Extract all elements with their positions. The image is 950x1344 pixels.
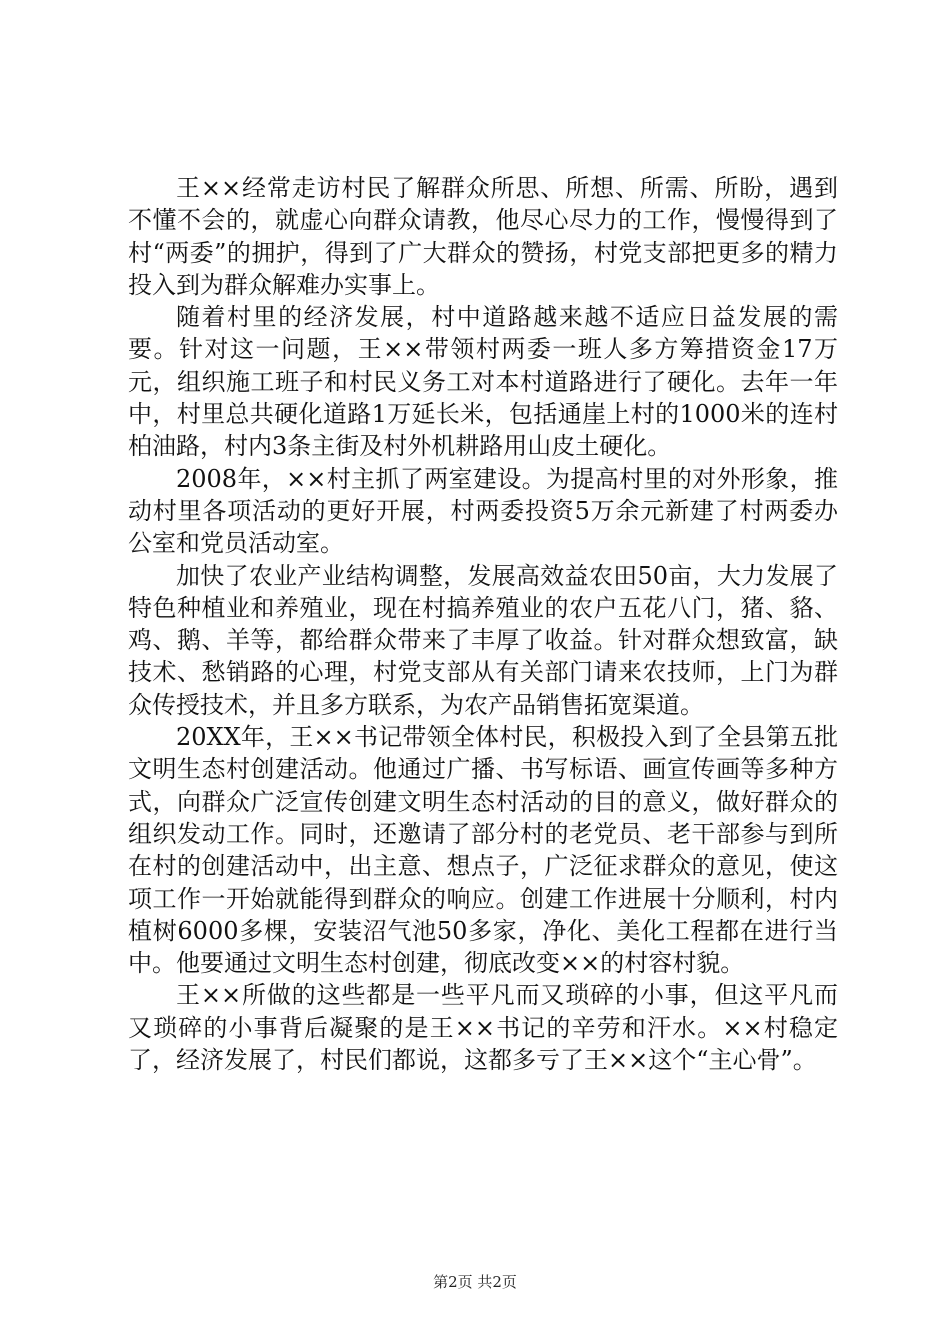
paragraph-2: 随着村里的经济发展，村中道路越来越不适应日益发展的需要。针对这一问题，王××带领村两委一班人多方筹措资金17万元，组织施工班子和村民义务工对本村道路进行了硬化。去年一年中，村里总共硬化道路1万延长米，包括通崖上村的1000米的连村柏油路，村内3条主街及村外机耕路用山皮土硬化。	[128, 303, 838, 461]
paragraph-4: 加快了农业产业结构调整，发展高效益农田50亩，大力发展了特色种植业和养殖业，现在村搞养殖业的农户五花八门，猪、貉、鸡、鹅、羊等，都给群众带来了丰厚了收益。针对群众想致富，缺技术、愁销路的心理，村党支部从有关部门请来农技师，上门为群众传授技术，并且多方联系，为农产品销售拓宽渠道。	[128, 561, 838, 719]
paragraph-1: 王××经常走访村民了解群众所思、所想、所需、所盼，遇到不懂不会的，就虚心向群众请教，他尽心尽力的工作，慢慢得到了村“两委”的拥护，得到了广大群众的赞扬，村党支部把更多的精力投入到为群众解难办实事上。	[128, 174, 838, 299]
paragraph-5: 20XX年，王××书记带领全体村民，积极投入到了全县第五批文明生态村创建活动。他通过广播、书写标语、画宣传画等多种方式，向群众广泛宣传创建文明生态村活动的目的意义，做好群众的组织发动工作。同时，还邀请了部分村的老党员、老干部参与到所在村的创建活动中，出主意、想点子，广泛征求群众的意见，使这项工作一开始就能得到群众的响应。创建工作进展十分顺利，村内植树6000多棵，安装沼气池50多家，净化、美化工程都在进行当中。他要通过文明生态村创建，彻底改变××的村容村貌。	[128, 723, 838, 978]
document-body	[128, 172, 838, 1076]
paragraph-3: 2008年，××村主抓了两室建设。为提高村里的对外形象，推动村里各项活动的更好开展，村两委投资5万余元新建了村两委办公室和党员活动室。	[128, 464, 838, 558]
paragraph-6: 王××所做的这些都是一些平凡而又琐碎的小事，但这平凡而又琐碎的小事背后凝聚的是王××书记的辛劳和汗水。××村稳定了，经济发展了，村民们都说，这都多亏了王××这个“主心骨”。	[128, 981, 838, 1075]
page-footer: 第2页 共2页	[433, 1273, 517, 1291]
